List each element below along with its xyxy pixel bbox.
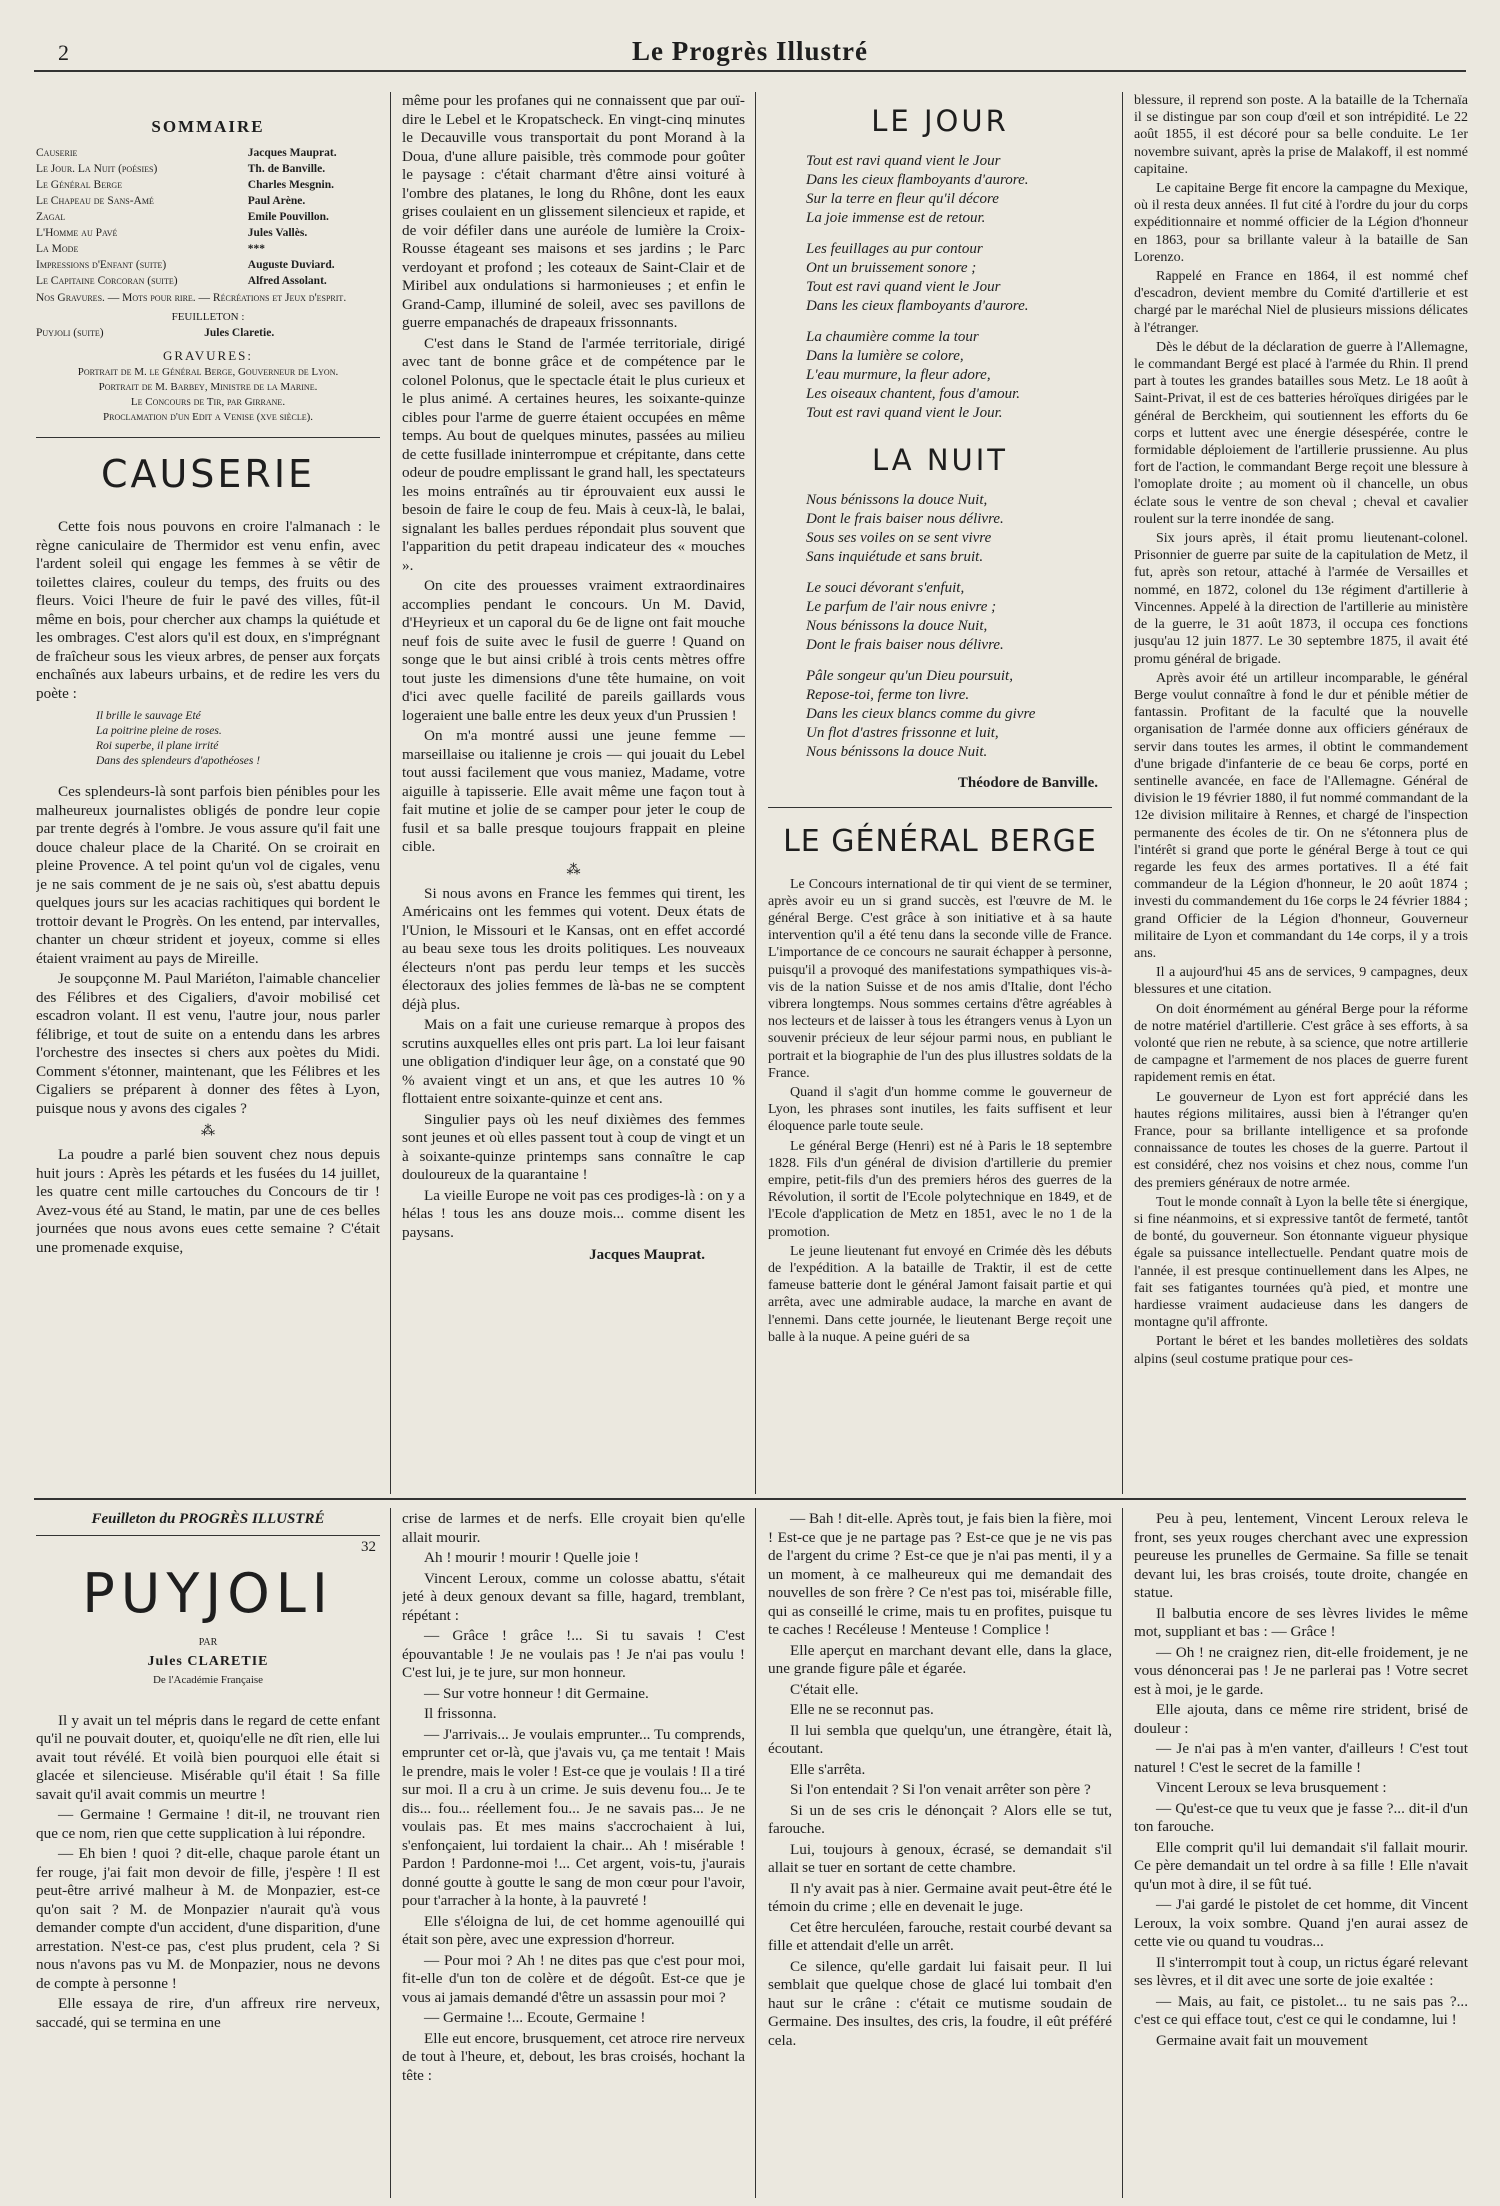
feuilleton-paragraph: Vincent Leroux, comme un colosse abattu, s'était jeté à deux genoux devant sa fille, hagard, tremblant, répétant : (402, 1569, 745, 1624)
feuilleton-column-2 (402, 1510, 745, 2198)
feuilleton-author: Jules CLARETIE (147, 1653, 269, 1669)
feuilleton-paragraph: Germaine avait fait un mouvement (1156, 2031, 1368, 2049)
sommaire-rule (36, 437, 380, 438)
causerie-paragraph: Si nous avons en France les femmes qui tirent, les Américains ont les femmes qui votent. Deux états de l'Union, le Missouri et le Kansas, ont en effet accordé au beau sexe tous les droits politiques. Les nouveaux électeurs n'ont pas perdu leur temps et les succès électoraux des jolies femmes de là-bas ne se comptent déjà plus. (402, 884, 745, 1013)
berge-paragraph: Dès le début de la déclaration de guerre à l'Allemagne, le commandant Bergé est placé à l'armée du Rhin. Il prend part à toutes les grandes batailles sous Metz. Le 18 août à Saint-Privat, il est de ces batteries héroïques dirigées par le général de Berckheim, qui soutiennent les efforts du 6e corps et luttent avec une énergie désespérée, contre le formidable déploiement de l'artillerie prussienne. Au plus fort de l'action, le commandant Berge reçoit une blessure à l'omoplate droite ; au moment où il chancelle, un obus éclate sous le ventre de son cheval ; cheval et cavalier roulent sur la terre inondée de sang. (1134, 339, 1468, 527)
column-1 (36, 118, 380, 1494)
feuilleton-paragraph: — Oh ! ne craignez rien, dit-elle froidement, je ne vous dénoncerai pas ! Je ne parlerai pas ! Votre secret est à moi, je le garde. (1134, 1643, 1468, 1698)
berge-paragraph: Portant le béret et les bandes molletières des soldats alpins (seul costume pratique pour ces- (1134, 1334, 1468, 1367)
feuilleton-paragraph: Lui, toujours à genoux, écrasé, se demandait s'il allait se tuer en sortant de cette chambre. (768, 1840, 1112, 1876)
feuilleton-column-3 (768, 1510, 1112, 2198)
causerie-paragraph: La vieille Europe ne voit pas ces prodiges-là : on y a hélas ! tous les ans douze mois... comme disent les paysans. (402, 1186, 745, 1241)
berge-paragraph: Le jeune lieutenant fut envoyé en Crimée dès les débuts de l'expédition. A la bataille de Traktir, il est de cette fameuse batterie dont le général Jamont faisait partie et qui arrêta, avec une admirable audace, la marche en avant de l'ennemi. Dans cette journée, le lieutenant Berge reçoit une balle à la nuque. A peine guéri de sa (768, 1243, 1112, 1345)
column-2 (402, 92, 745, 1494)
feuilleton-paragraph: Elle ne se reconnut pas. (790, 1701, 934, 1718)
column-rule (1122, 92, 1123, 1494)
feuilleton-paragraph: — Germaine ! Germaine ! dit-il, ne trouvant rien que ce nom, rien que cette supplication à lui répondre. (36, 1806, 380, 1842)
berge-paragraph: blessure, il reprend son poste. A la bataille de la Tchernaïa il se distingue par son coup d'œil et son intrépidité. Le 22 août 1855, il est décoré pour sa belle conduite. Le 1er novembre suivant, après la prise de Malakoff, il est nommé capitaine. (1134, 93, 1468, 177)
feuilleton-paragraph: Elle ajouta, dans ce même rire strident, brisé de douleur : (1134, 1701, 1468, 1737)
causerie-paragraph: C'est dans le Stand de l'armée territoriale, dirigé avec tant de bonne grâce et de compétence par le colonel Polonus, que le spectacle était le plus curieux et le plus animé. A certaines heures, les soixante-quinze cibles pour l'arme de guerre étaient occupées en même temps. Au bout de quelques minutes, passées au milieu de cette fusillade ininterrompue et crépitante, dans cette odeur de poudre emplissant le grand hall, les spectateurs les moins entraînés au tir éprouvaient eux aussi le besoin de faire le coup de feu. Mais à ceux-là, le balai, signalant les balles perdues répondait plus souvent que l'apparition du petit drapeau indicateur des « mouches ». (402, 334, 745, 574)
feuilleton-label: FEUILLETON : (171, 310, 245, 323)
feuilleton-paragraph: Peu à peu, lentement, Vincent Leroux releva le front, ses yeux rouges cherchant avec une expression peureuse les prunelles de Germaine. Sa fille se tenait devant lui, les bras croisés, toute droite, changée en statue. (1134, 1510, 1468, 1601)
feuilleton-paragraph: — Grâce ! grâce !... Si tu savais ! C'est épouvantable ! Je ne voulais pas ! Je n'ai pas voulu ! C'est lui, je te jure, sur mon honneur. (402, 1627, 745, 1681)
feuilleton-paragraph: Il n'y avait pas à nier. Germaine avait peut-être été le témoin du crime ; elle en devenait le juge. (768, 1879, 1112, 1915)
feuilleton-paragraph: crise de larmes et de nerfs. Elle croyait bien qu'elle allait mourir. (402, 1510, 745, 1546)
feuilleton-academy: De l'Académie Française (152, 1674, 264, 1686)
masthead-rule (34, 70, 1466, 72)
column-rule (390, 92, 391, 1494)
feuilleton-paragraph: Il s'interrompit tout à coup, un rictus égaré relevant ses lèvres, et il dit avec une sorte de joie exaltée : (1134, 1953, 1468, 1989)
column-rule (755, 92, 756, 1494)
feuilleton-paragraph: Elle eut encore, brusquement, cet atroce rire nerveux de tout à l'heure, et, debout, les bras croisés, hochant la tête : (402, 2029, 745, 2084)
feuilleton-paragraph: Si un de ses cris le dénonçait ? Alors elle se tut, farouche. (768, 1801, 1112, 1837)
sommaire-entry: Le Jour. La Nuit (poésies) Th. de Banville. (36, 162, 326, 175)
gravure-item: Proclamation d'un Edit a Venise (xve siècle). (102, 411, 313, 423)
berge-paragraph: Le général Berge (Henri) est né à Paris le 18 septembre 1828. Fils d'un général de division d'artillerie du premier empire, petit-fils d'un des premiers héros des guerres de la Révolution, il sortit de l'Ecole polytechnique en 1849, et de l'Ecole d'application de Metz en 1851, avec le no 1 de la promotion. (768, 1138, 1112, 1240)
feuilleton-column-4 (1134, 1510, 1468, 2198)
berge-paragraph: Quand il s'agit d'un homme comme le gouverneur de Lyon, les phrases sont inutiles, les faits suffisent et leur éloquence parle toute seule. (768, 1084, 1112, 1135)
sommaire-entry: L'Homme au Pavé Jules Vallès. (36, 226, 308, 239)
sommaire-title: SOMMAIRE (151, 118, 265, 136)
berge-paragraph: Rappelé en France en 1864, il est nommé chef d'escadron, devient membre du Comité d'artillerie et est chargé par le maréchal Niel de plusieurs missions délicates à l'étranger. (1134, 269, 1468, 336)
column-rule (390, 1508, 391, 2198)
causerie-paragraph: Je soupçonne M. Paul Mariéton, l'aimable chancelier des Félibres et des Cigaliers, d'avoir mobilisé cet escadron volant. Il est venu, l'autre jour, nous parler félibrige, et tout de suite on a entendu dans les arbres l'orchestre des insectes si chers aux poètes du Midi. Comment s'étonner, maintenant, que les Félibres et les Cigaliers se préparent à donner des fêtes à Lyon, puisque nous y avons des cigales ? (36, 970, 380, 1117)
causerie-paragraph: La poudre a parlé bien souvent chez nous depuis huit jours : Après les pétards et les fusées du 14 juillet, les quatre cent mille cartouches du Concours de tir ! Avez-vous été au Stand, le matin, par une de ces belles journées que nous avons eues cette semaine ? C'était une promenade exquise, (36, 1146, 380, 1256)
feuilleton-heading: Feuilleton du PROGRÈS ILLUSTRÉ (91, 1511, 325, 1527)
feuilleton-entry: Puyjoli (suite) Jules Claretie. (36, 326, 275, 339)
feuilleton-paragraph: Elle essaya de rire, d'un affreux rire nerveux, saccadé, qui se termina en une (36, 1995, 380, 2031)
causerie-paragraph: Mais on a fait une curieuse remarque à propos des scrutins auxquelles elles ont pris part. La loi leur faisant une obligation d'indiquer leur âge, on a constaté que 90 % avaient vingt et un ans, et que les autres 10 % flottaient entre soixante-quinze et cent ans. (402, 1016, 745, 1107)
feuilleton-paragraph: Elle aperçut en marchant devant elle, dans la glace, une grande figure pâle et égarée. (768, 1641, 1112, 1677)
berge-title: LE GÉNÉRAL BERGE (783, 823, 1097, 859)
sommaire-entry: Le Capitaine Corcoran (suite) Alfred Assolant. (36, 274, 327, 287)
berge-paragraph: Après avoir été un artilleur incomparable, le général Berge voulut connaître à fond le dur et pénible métier de fantassin. Profitant de la faculté que la nouvelle organisation de l'armée donne aux officiers généraux de servir dans toutes les armes, il obtint le commandement d'une brigade d'infanterie de ce beau 6e corps, porté en sentinelle avancée, en face de l'Allemagne. Général de division le 19 février 1880, il fut nommé commandant de la 12e division militaire à Rennes, et chargé de l'inspection permanente des écoles de tir. On ne s'étonnera plus de l'intérêt si grand que porte le général Berge à tout ce qui regarde les feux des armes portatives. Il a été fait commandeur de la Légion d'honneur, le 20 août 1874 ; investi du commandement du 16e corps le 24 février 1884 ; grand Officier de la Légion d'honneur, Gouverneur militaire de Lyon et commandant du 14e corps, il y a trois ans. (1134, 670, 1468, 961)
berge-paragraph: Six jours après, il était promu lieutenant-colonel. Prisonnier de guerre par suite de la capitulation de Metz, il fut, après son retour, attaché à l'armée de Versailles et nommé, en 1872, colonel du 13e régiment d'artillerie à Vincennes. Appelé à la direction de l'artillerie au ministère de la guerre, le 31 août 1873, il occupa ces fonctions jusqu'au 12 juin 1877. Le 30 septembre 1875, il avait été promu général de brigade. (1134, 531, 1468, 667)
section-stars: ⁂ (566, 862, 581, 878)
berge-paragraph: Le gouverneur de Lyon est fort apprécié dans les hautes régions militaires, aussi bien à l'étranger qu'en France, pour sa brillante intelligence et sa profonde connaissance de toutes les choses de la guerre. Partout il est considéré, chez nos voisins et chez nous, comme l'un des premiers généraux de notre armée. (1134, 1089, 1468, 1191)
feuilleton-paragraph: Elle s'arrêta. (790, 1760, 866, 1778)
column-4 (1134, 92, 1468, 1494)
gravure-item: Le Concours de Tir, par Girrane. (130, 396, 286, 408)
poem-stanza: Nous bénissons la douce Nuit, Dont le frais baiser nous délivre. Sous ses voiles on se sent vivre Sans inquiétude et sans bruit. (806, 492, 1004, 565)
causerie-paragraph: On m'a montré aussi une jeune femme — marseillaise ou italienne je crois — qui jouait du Lebel tout aussi facilement que vous maniez, Madame, votre aiguille à tapisserie. Elle avait même une façon tout à fait mutine et jolie de se camper pour jeter le coup de fusil et sa balle presque toujours frappait en pleine cible. (402, 727, 745, 855)
sommaire-table (36, 145, 380, 289)
sommaire-entry: Impressions d'Enfant (suite) Auguste Duviard. (36, 258, 335, 271)
sommaire-entry: Causerie Jacques Mauprat. (36, 146, 337, 159)
feuilleton-title: PUYJOLI (82, 1562, 334, 1625)
causerie-paragraph: Singulier pays où les neuf dixièmes des femmes sont jeunes et où elles passent tout à coup de vingt et un à soixante-quinze printemps sans connaître le cap douloureux de la quarantaine ! (402, 1110, 745, 1183)
feuilleton-paragraph: — J'arrivais... Je voulais emprunter... Tu comprends, emprunter cet or-là, que j'avais vu, ça me tentait ! Mais le prendre, mais le voler ! Est-ce que je voulais ! Il a tiré sur moi. Il a cru à un crime. Je suis devenu fou... Je te dis... fou... réellement fou... Je ne savais pas... Je ne voulais pas. Et mes mains s'accrochaient à lui, s'enfonçaient, lui tordaient la chair... Ah ! misérable ! Pardon ! Pardonne-moi !... Cet argent, vois-tu, j'aurais donné goutte à goutte le sang de mon cœur pour l'avoir, pour t'arracher à la honte, à la pauvreté ! (402, 1725, 745, 1909)
sommaire-entry: Zagal Emile Pouvillon. (36, 210, 329, 223)
feuilleton-paragraph: — Pour moi ? Ah ! ne dites pas que c'est pour moi, fit-elle d'un ton de colère et de dégoût. Est-ce que je vous ai jamais demandé d'être un assassin pour moi ? (402, 1951, 745, 2006)
feuilleton-paragraph: Ah ! mourir ! mourir ! Quelle joie ! (424, 1549, 640, 1566)
causerie-signature: Jacques Mauprat. (589, 1247, 705, 1263)
feuilleton-paragraph: Elle s'éloigna de lui, de cet homme agenouillé qui était son père, avec une expression d'horreur. (402, 1912, 745, 1948)
feuilleton-paragraph: — Mais, au fait, ce pistolet... tu ne sais pas ?... c'est ce qui efface tout, c'est ce qui le condamne, lui ! (1134, 1992, 1468, 2028)
feuilleton-par: PAR (198, 1637, 218, 1648)
berge-paragraph: Il a aujourd'hui 45 ans de services, 9 campagnes, deux blessures et une citation. (1134, 965, 1468, 998)
feuilleton-rule (34, 1498, 1466, 1500)
feuilleton-paragraph: Si l'on entendait ? Si l'on venait arrêter son père ? (790, 1781, 1091, 1798)
gravures-title: GRAVURES: (162, 347, 253, 363)
poem-stanza: Le souci dévorant s'enfuit, Le parfum de l'air nous enivre ; Nous bénissons la douce Nuit, Dont le frais baiser nous délivre. (806, 580, 1004, 653)
feuilleton-paragraph: — Germaine !... Ecoute, Germaine ! (424, 2009, 646, 2026)
feuilleton-paragraph: Elle comprit qu'il lui demandait s'il fallait mourir. Ce père demandait un tel ordre à sa fille ! Elle n'avait qu'un mot à dire, il se fût tué. (1134, 1838, 1468, 1893)
sommaire-entry: Le Général Berge Charles Mesgnin. (36, 178, 335, 191)
sommaire-entry: Le Chapeau de Sans-Amé Paul Arène. (36, 194, 306, 207)
causerie-paragraph: Ces splendeurs-là sont parfois bien pénibles pour les malheureux journalistes obligés de pondre leur copie par trente degrés à l'ombre. Je vous assure qu'il fait une douce chaleur place de la Charité. On se croirait en pleine Provence. A tel point qu'un vol de cigales, venu je ne sais comment de je ne sais où, s'est abattu depuis quelques jours sur les acacias rachitiques qui bordent le trottoir devant le Progrès. On les entend, par intervalles, chanter un chœur strident et joyeux, comme si elles étaient vraiment au pays de Mireille. (36, 783, 380, 967)
masthead-title: Le Progrès Illustré (632, 36, 868, 66)
feuilleton-column-1 (36, 1510, 380, 2198)
feuilleton-paragraph: — J'ai gardé le pistolet de cet homme, dit Vincent Leroux, la voix sombre. Quand j'en aurai assez de cette vie ou quand tu voudras... (1134, 1896, 1468, 1950)
causerie-paragraph: Cette fois nous pouvons en croire l'almanach : le règne caniculaire de Thermidor est venu enfin, avec l'ardent soleil qui engage les femmes à se vêtir de toilettes claires, couleur du temps, des fruits ou des fleurs. Voici l'heure de fuir le pavé des villes, fût-il même en bois, pour chercher aux champs la quiétude et les ombrages. C'est alors qu'il est doux, en s'imprégnant de fraîcheur sous les vieux arbres, de penser aux forçats enchaînés aux labeurs urbains, et de redire les vers du poète : (36, 518, 380, 702)
feuilleton-paragraph: C'était elle. (790, 1680, 859, 1698)
feuilleton-paragraph: Cet être herculéen, farouche, restait courbé devant sa fille et attendait d'elle un arrêt. (768, 1918, 1112, 1954)
gravure-item: Portrait de M. le Général Berge, Gouverneur de Lyon. (77, 366, 339, 378)
poem-stanza: Les feuillages au pur contour Ont un bruissement sonore ; Tout est ravi quand vient le Jour Dans les cieux flamboyants d'aurore. (806, 241, 1029, 314)
poem-stanza: Tout est ravi quand vient le Jour Dans les cieux flamboyants d'aurore. Sur la terre en fleur qu'il décore La joie immense est de retour. (806, 153, 1029, 226)
section-stars: ⁂ (201, 1124, 215, 1139)
feuilleton-paragraph: Il frissonna. (424, 1705, 497, 1722)
feuilleton-paragraph: Il balbutia encore de ses lèvres livides le même mot, suppliant et bas : — Grâce ! (1134, 1604, 1468, 1640)
feuilleton-paragraph: — Qu'est-ce que tu veux que je fasse ?... dit-il d'un ton farouche. (1134, 1799, 1468, 1835)
feuilleton-paragraph: — Bah ! dit-elle. Après tout, je fais bien la fière, moi ! Est-ce que je ne partage pas ? Est-ce que je ne vis pas de l'argent du crime ? Est-ce que je n'ai pas menti, il y a un moment, à ce malheureux qui me demandait des nouvelles de son frère ? Ce n'est pas toi, misérable fille, qui as conseillé le crime, mais tu en profites, puisque tu te caches ! Recéleuse ! Menteuse ! Complice ! (768, 1510, 1112, 1638)
causerie-verse: Il brille le sauvage Eté La poitrine pleine de roses. Roi superbe, il plane irrité Dans des splendeurs d'apothéoses ! (96, 710, 261, 767)
causerie-paragraph: On cite des prouesses vraiment extraordinaires accomplies pendant le concours. Un M. David, d'Heyrieux et un caporal du 6e de ligne ont fait mouche neuf fois de suite avec le fusil de guerre ! Quand on songe que le but ainsi criblé à trois cents mètres offre tout juste les dimensions d'une tête humaine, on voit d'ici avec quelle facilité de pareils gaillards vous logeraient une balle entre les deux yeux d'un Prussien ! (402, 577, 745, 724)
berge-paragraph: Le capitaine Berge fit encore la campagne du Mexique, où il resta deux années. Il fut cité à l'ordre du jour du corps expéditionnaire et nommé officier de la Légion d'honneur en 1863, pour sa brillante valeur à la bataille de San Lorenzo. (1134, 181, 1468, 265)
feuilleton-paragraph: Il y avait un tel mépris dans le regard de cette enfant qu'il ne pouvait douter, et, quoiqu'elle ne dît rien, elle lui avait tout révélé. Et voilà bien pourquoi elle était si glacée et silencieuse. Misérable qu'il était ! Sa fille savait qu'il avait commis un meurtre ! (36, 1711, 380, 1803)
poem-nuit-title: LA NUIT (871, 443, 1009, 477)
feuilleton-paragraph: Il lui sembla que quelqu'un, une étrangère, était là, écoutant. (768, 1721, 1112, 1757)
berge-paragraph: On doit énormément au général Berge pour la réforme de notre matériel d'artillerie. C'est grâce à ses efforts, à sa volonté que rien ne rebute, à sa science, que notre artillerie de campagne et l'armement de nos places de guerre furent rapidement remis en état. (1134, 1001, 1468, 1086)
feuilleton-heading-rule (36, 1535, 380, 1536)
column-rule (755, 1508, 756, 2198)
poem-stanza: La chaumière comme la tour Dans la lumière se colore, L'eau murmure, la fleur adore, Les oiseaux chantent, fous d'amour. Tout est ravi quand vient le Jour. (806, 329, 1021, 421)
column-3 (768, 104, 1112, 1494)
causerie-title: CAUSERIE (100, 452, 316, 496)
feuilleton-paragraph: Ce silence, qu'elle gardait lui faisait peur. Il lui semblait que quelque chose de glacé lui tombait d'en haut sur le crâne : c'était ce mutisme soudain de Germaine. Des insultes, des cris, la foudre, il eût préféré cela. (768, 1957, 1112, 2049)
poems-rule (768, 807, 1112, 808)
poem-signature: Théodore de Banville. (957, 775, 1098, 791)
berge-paragraph: Tout le monde connaît à Lyon la belle tête si énergique, si fine néanmoins, et si expressive tantôt de fermeté, tantôt de bonté, du gouverneur. Son étonnante vigueur physique égale sa puissance intellectuelle. Pendant quatre mois de l'année, il est presque continuellement dans les Alpes, ne fait ses fatigantes tournées qu'à pied, et montre une hardiesse vraiment audacieuse dans les dangers de montagne qu'il affronte. (1134, 1194, 1468, 1331)
sommaire-entry: La Mode *** (36, 242, 266, 255)
causerie-paragraph: même pour les profanes qui ne connaissent que par ouï-dire le Lebel et le Kropatscheck. En vingt-cinq minutes le Decauville vous transportait du pont Morand à la Doua, d'une allure paisible, très commode pour goûter le paysage : c'était charmant d'être ainsi voituré à l'ombre des platanes, le long du Rhône, dont les eaux grises coulaient en un glissement silencieux et rapide, et de voir défiler dans une auréole de lumière la Croix-Rousse étageant ses maisons et ses jardins ; le Parc verdoyant et profond ; les coteaux de Saint-Clair et de Miribel aux ondulations si harmonieuses ; et enfin le Grand-Camp, illuminé de soleil, avec ses pavillons de guerre empanachés de drapeaux frissonnants. (402, 92, 745, 331)
berge-paragraph: Le Concours international de tir qui vient de se terminer, après avoir eu un si grand succès, est l'œuvre de M. le général Berge. C'est grâce à son initiative et à sa haute intervention qu'il a été tenu dans la seconde ville de France. L'importance de ce concours ne saurait échapper à personne, puisqu'il a provoqué des manifestations sympathiques vis-à-vis de la nation Suisse et de nos amis d'Italie, dont l'écho vibrera longtemps. Nous sommes certains d'être agréables à nos lecteurs et de laisser à tous les étrangers venus à Lyon un souvenir précieux de leur séjour parmi nous, en publiant le portrait et la biographie de l'un des plus illustres soldats de la France. (768, 876, 1112, 1081)
feuilleton-paragraph: — Eh bien ! quoi ? dit-elle, chaque parole étant un fer rouge, j'ai fait mon devoir de fille, j'espère ! Il est peut-être arrivé malheur à M. de Monpazier, est-ce qu'on sait ? M. de Monpazier n'aurait qu'à vous demander compte d'un accident, d'une disparition, d'une arrestation. N'est-ce pas, c'est plus prudent, cela ? Si nous n'avons pas vu M. de Monpazier, nous ne devons de compte à personne ! (36, 1845, 380, 1992)
feuilleton-paragraph: Vincent Leroux se leva brusquement : (1156, 1779, 1387, 1796)
sommaire-misc: Nos Gravures. — Mots pour rire. — Récréations et Jeux d'esprit. (36, 291, 347, 304)
poem-stanza: Pâle songeur qu'un Dieu poursuit, Repose-toi, ferme ton livre. Dans les cieux blancs comme du givre Un flot d'astres frissonne et luit, Nous bénissons la douce Nuit. (806, 668, 1036, 760)
column-rule (1122, 1508, 1123, 2198)
gravure-item: Portrait de M. Barbey, Ministre de la Marine. (98, 381, 318, 393)
feuilleton-paragraph: — Sur votre honneur ! dit Germaine. (424, 1684, 649, 1702)
feuilleton-paragraph: — Je n'ai pas à m'en vanter, d'ailleurs ! C'est tout naturel ! C'est le secret de la famille ! (1134, 1740, 1468, 1776)
page-number: 2 (58, 40, 69, 65)
feuilleton-number: 32 (361, 1538, 376, 1555)
poem-jour-title: LE JOUR (871, 104, 1009, 138)
